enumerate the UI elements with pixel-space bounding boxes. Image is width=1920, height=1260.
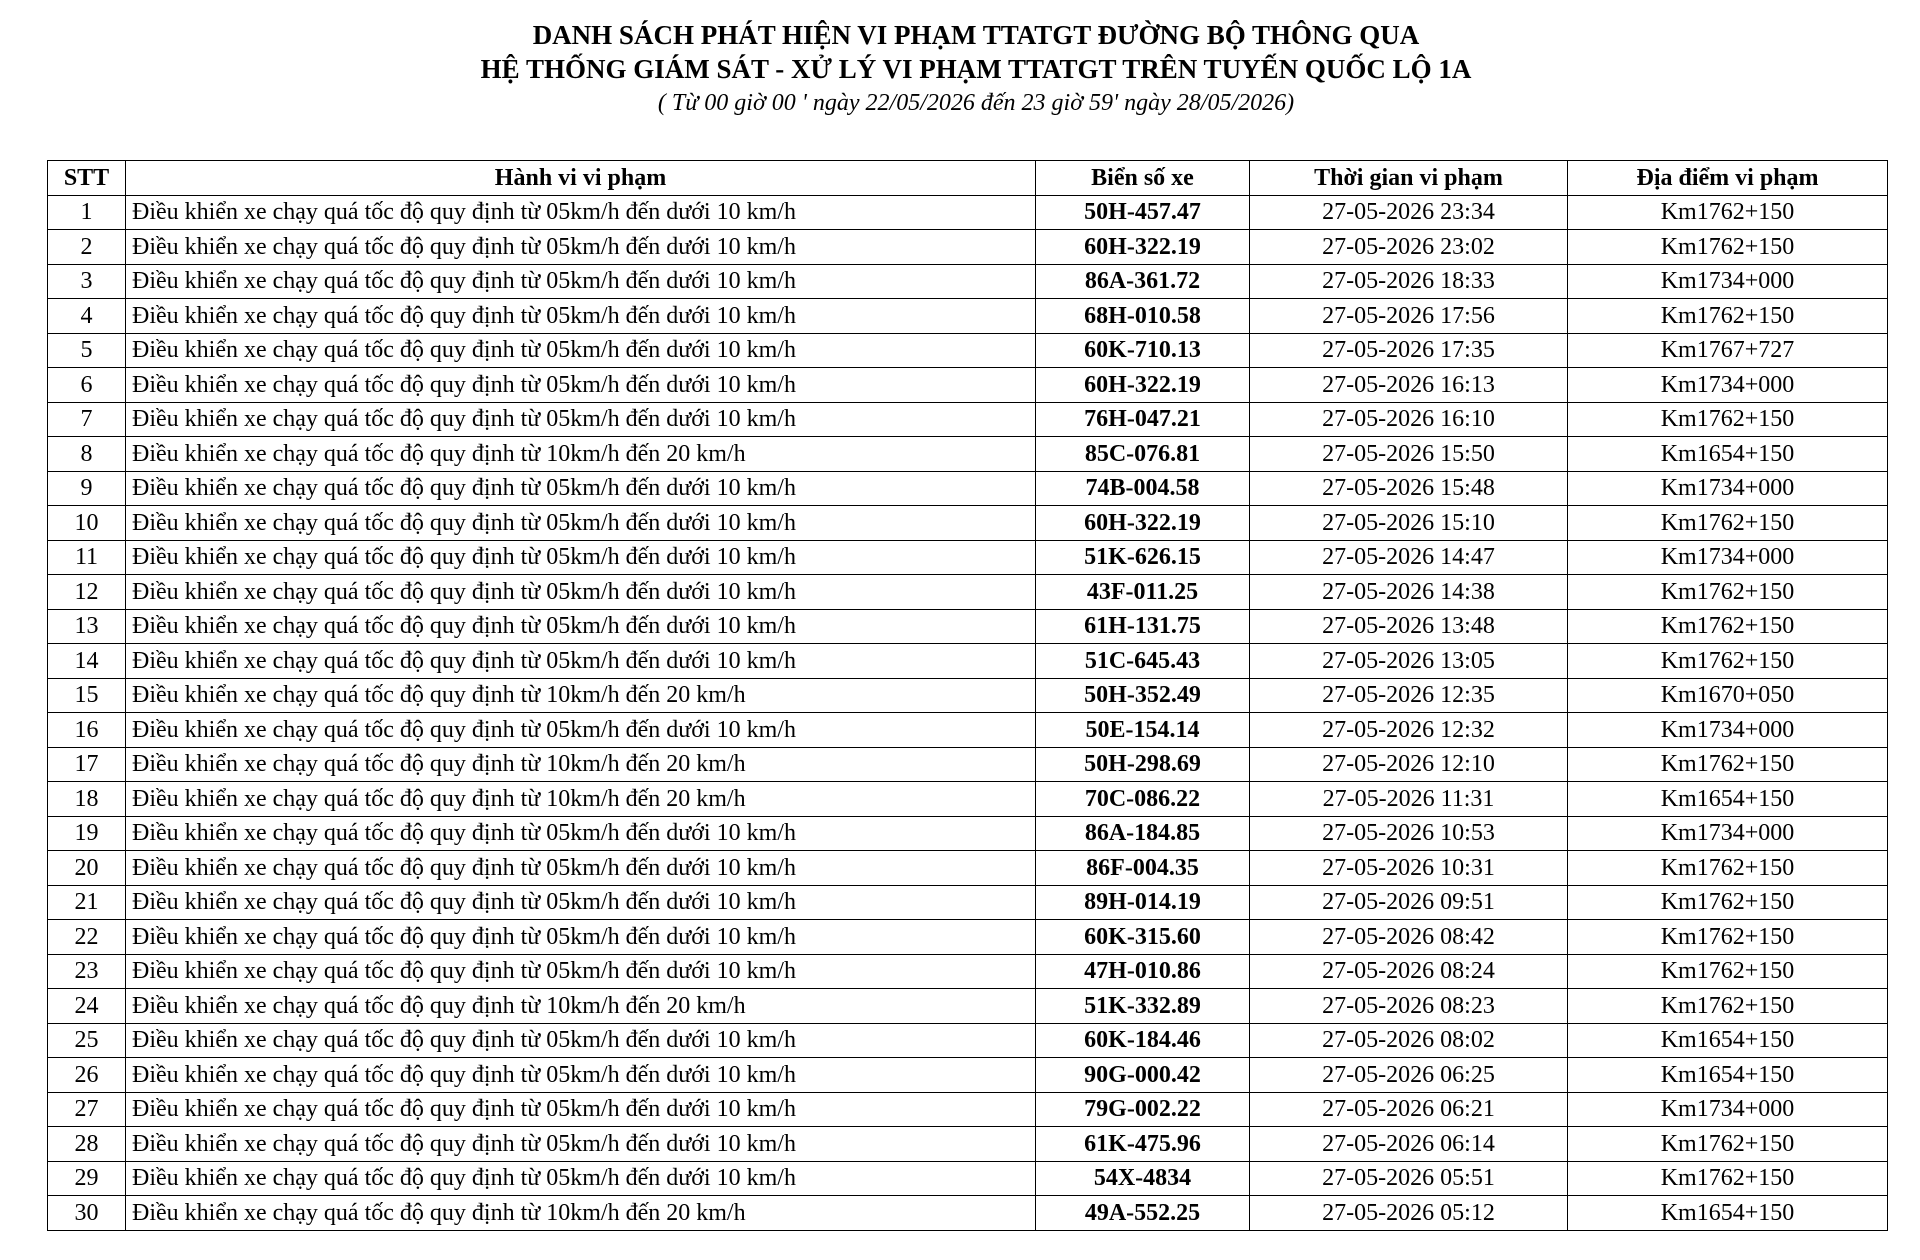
document-title-line1: DANH SÁCH PHÁT HIỆN VI PHẠM TTATGT ĐƯỜNG BỘ THÔNG QUA	[532, 20, 1420, 50]
cell-location: Km1734+000	[1568, 471, 1888, 506]
cell-time: 27-05-2026 16:10	[1250, 402, 1568, 437]
cell-time: 27-05-2026 12:32	[1250, 713, 1568, 748]
cell-violation: Điều khiển xe chạy quá tốc độ quy định từ 05km/h đến dưới 10 km/h	[126, 471, 1036, 506]
cell-plate: 61H-131.75	[1036, 609, 1250, 644]
table-row	[48, 747, 1888, 782]
cell-stt: 16	[48, 713, 126, 748]
cell-violation: Điều khiển xe chạy quá tốc độ quy định từ 05km/h đến dưới 10 km/h	[126, 1127, 1036, 1162]
cell-violation: Điều khiển xe chạy quá tốc độ quy định từ 05km/h đến dưới 10 km/h	[126, 851, 1036, 886]
cell-location: Km1734+000	[1568, 816, 1888, 851]
cell-stt: 9	[48, 471, 126, 506]
cell-stt: 25	[48, 1023, 126, 1058]
cell-location: Km1734+000	[1568, 368, 1888, 403]
cell-plate: 51K-332.89	[1036, 989, 1250, 1024]
table-row	[48, 471, 1888, 506]
cell-time: 27-05-2026 14:38	[1250, 575, 1568, 610]
cell-violation: Điều khiển xe chạy quá tốc độ quy định từ 05km/h đến dưới 10 km/h	[126, 713, 1036, 748]
cell-plate: 51C-645.43	[1036, 644, 1250, 679]
table-header-row	[48, 161, 1888, 196]
cell-time: 27-05-2026 18:33	[1250, 264, 1568, 299]
cell-plate: 61K-475.96	[1036, 1127, 1250, 1162]
cell-location: Km1734+000	[1568, 713, 1888, 748]
document-header	[0, 18, 1920, 118]
violations-table	[47, 160, 1888, 1231]
col-header-time: Thời gian vi phạm	[1250, 161, 1568, 196]
cell-location: Km1762+150	[1568, 885, 1888, 920]
cell-plate: 50H-298.69	[1036, 747, 1250, 782]
cell-time: 27-05-2026 17:35	[1250, 333, 1568, 368]
cell-violation: Điều khiển xe chạy quá tốc độ quy định từ 05km/h đến dưới 10 km/h	[126, 816, 1036, 851]
cell-violation: Điều khiển xe chạy quá tốc độ quy định từ 05km/h đến dưới 10 km/h	[126, 920, 1036, 955]
table-row	[48, 299, 1888, 334]
cell-time: 27-05-2026 12:10	[1250, 747, 1568, 782]
table-header	[48, 161, 1888, 196]
cell-violation: Điều khiển xe chạy quá tốc độ quy định từ 05km/h đến dưới 10 km/h	[126, 506, 1036, 541]
table-row	[48, 333, 1888, 368]
cell-time: 27-05-2026 08:02	[1250, 1023, 1568, 1058]
cell-violation: Điều khiển xe chạy quá tốc độ quy định từ 05km/h đến dưới 10 km/h	[126, 609, 1036, 644]
table-row	[48, 437, 1888, 472]
cell-violation: Điều khiển xe chạy quá tốc độ quy định từ 05km/h đến dưới 10 km/h	[126, 644, 1036, 679]
cell-plate: 54X-4834	[1036, 1161, 1250, 1196]
cell-location: Km1654+150	[1568, 782, 1888, 817]
cell-violation: Điều khiển xe chạy quá tốc độ quy định từ 10km/h đến 20 km/h	[126, 437, 1036, 472]
cell-plate: 70C-086.22	[1036, 782, 1250, 817]
cell-plate: 86A-361.72	[1036, 264, 1250, 299]
cell-location: Km1762+150	[1568, 195, 1888, 230]
table-row	[48, 989, 1888, 1024]
cell-location: Km1762+150	[1568, 920, 1888, 955]
cell-location: Km1762+150	[1568, 402, 1888, 437]
cell-time: 27-05-2026 23:02	[1250, 230, 1568, 265]
cell-plate: 60H-322.19	[1036, 506, 1250, 541]
cell-time: 27-05-2026 06:25	[1250, 1058, 1568, 1093]
table-row	[48, 368, 1888, 403]
cell-location: Km1734+000	[1568, 264, 1888, 299]
cell-stt: 1	[48, 195, 126, 230]
cell-stt: 26	[48, 1058, 126, 1093]
table-row	[48, 506, 1888, 541]
table-row	[48, 609, 1888, 644]
cell-time: 27-05-2026 05:12	[1250, 1196, 1568, 1231]
cell-location: Km1734+000	[1568, 540, 1888, 575]
cell-location: Km1762+150	[1568, 747, 1888, 782]
cell-violation: Điều khiển xe chạy quá tốc độ quy định từ 05km/h đến dưới 10 km/h	[126, 230, 1036, 265]
cell-location: Km1762+150	[1568, 299, 1888, 334]
cell-time: 27-05-2026 15:10	[1250, 506, 1568, 541]
cell-stt: 19	[48, 816, 126, 851]
cell-violation: Điều khiển xe chạy quá tốc độ quy định từ 05km/h đến dưới 10 km/h	[126, 333, 1036, 368]
cell-stt: 10	[48, 506, 126, 541]
cell-plate: 90G-000.42	[1036, 1058, 1250, 1093]
cell-violation: Điều khiển xe chạy quá tốc độ quy định từ 05km/h đến dưới 10 km/h	[126, 299, 1036, 334]
cell-time: 27-05-2026 15:48	[1250, 471, 1568, 506]
cell-stt: 12	[48, 575, 126, 610]
table-row	[48, 1092, 1888, 1127]
cell-plate: 85C-076.81	[1036, 437, 1250, 472]
cell-time: 27-05-2026 08:42	[1250, 920, 1568, 955]
table-row	[48, 954, 1888, 989]
table-row	[48, 1127, 1888, 1162]
cell-plate: 89H-014.19	[1036, 885, 1250, 920]
cell-plate: 68H-010.58	[1036, 299, 1250, 334]
cell-location: Km1654+150	[1568, 1023, 1888, 1058]
cell-location: Km1767+727	[1568, 333, 1888, 368]
cell-time: 27-05-2026 06:14	[1250, 1127, 1568, 1162]
cell-stt: 17	[48, 747, 126, 782]
table-row	[48, 782, 1888, 817]
table-row	[48, 885, 1888, 920]
cell-plate: 60H-322.19	[1036, 368, 1250, 403]
table-row	[48, 1161, 1888, 1196]
cell-violation: Điều khiển xe chạy quá tốc độ quy định từ 05km/h đến dưới 10 km/h	[126, 885, 1036, 920]
cell-location: Km1762+150	[1568, 1127, 1888, 1162]
cell-location: Km1762+150	[1568, 989, 1888, 1024]
table-row	[48, 1058, 1888, 1093]
col-header-violation: Hành vi vi phạm	[126, 161, 1036, 196]
cell-stt: 23	[48, 954, 126, 989]
cell-violation: Điều khiển xe chạy quá tốc độ quy định từ 10km/h đến 20 km/h	[126, 1196, 1036, 1231]
cell-plate: 86F-004.35	[1036, 851, 1250, 886]
cell-plate: 47H-010.86	[1036, 954, 1250, 989]
document-date-range: ( Từ 00 giờ 00 ' ngày 22/05/2026 đến 23 giờ 59' ngày 28/05/2026)	[657, 90, 1295, 116]
cell-plate: 79G-002.22	[1036, 1092, 1250, 1127]
cell-location: Km1654+150	[1568, 1196, 1888, 1231]
cell-location: Km1670+050	[1568, 678, 1888, 713]
table-row	[48, 644, 1888, 679]
table-row	[48, 1023, 1888, 1058]
cell-plate: 76H-047.21	[1036, 402, 1250, 437]
cell-violation: Điều khiển xe chạy quá tốc độ quy định từ 10km/h đến 20 km/h	[126, 747, 1036, 782]
cell-plate: 50E-154.14	[1036, 713, 1250, 748]
cell-time: 27-05-2026 09:51	[1250, 885, 1568, 920]
cell-stt: 5	[48, 333, 126, 368]
cell-location: Km1762+150	[1568, 644, 1888, 679]
cell-location: Km1654+150	[1568, 1058, 1888, 1093]
cell-stt: 24	[48, 989, 126, 1024]
cell-violation: Điều khiển xe chạy quá tốc độ quy định từ 05km/h đến dưới 10 km/h	[126, 1161, 1036, 1196]
cell-time: 27-05-2026 14:47	[1250, 540, 1568, 575]
col-header-location: Địa điểm vi phạm	[1568, 161, 1888, 196]
table-body	[48, 195, 1888, 1230]
cell-time: 27-05-2026 11:31	[1250, 782, 1568, 817]
cell-time: 27-05-2026 17:56	[1250, 299, 1568, 334]
cell-plate: 60H-322.19	[1036, 230, 1250, 265]
document-title-line2: HỆ THỐNG GIÁM SÁT - XỬ LÝ VI PHẠM TTATGT TRÊN TUYẾN QUỐC LỘ 1A	[480, 54, 1472, 84]
cell-stt: 6	[48, 368, 126, 403]
cell-time: 27-05-2026 16:13	[1250, 368, 1568, 403]
cell-time: 27-05-2026 08:24	[1250, 954, 1568, 989]
table-row	[48, 575, 1888, 610]
cell-plate: 74B-004.58	[1036, 471, 1250, 506]
cell-time: 27-05-2026 10:53	[1250, 816, 1568, 851]
cell-stt: 18	[48, 782, 126, 817]
col-header-stt: STT	[48, 161, 126, 196]
cell-stt: 21	[48, 885, 126, 920]
cell-violation: Điều khiển xe chạy quá tốc độ quy định từ 05km/h đến dưới 10 km/h	[126, 195, 1036, 230]
cell-time: 27-05-2026 13:05	[1250, 644, 1568, 679]
table-row	[48, 713, 1888, 748]
cell-stt: 3	[48, 264, 126, 299]
cell-violation: Điều khiển xe chạy quá tốc độ quy định từ 10km/h đến 20 km/h	[126, 678, 1036, 713]
cell-violation: Điều khiển xe chạy quá tốc độ quy định từ 10km/h đến 20 km/h	[126, 782, 1036, 817]
table-row	[48, 920, 1888, 955]
cell-location: Km1762+150	[1568, 506, 1888, 541]
cell-violation: Điều khiển xe chạy quá tốc độ quy định từ 05km/h đến dưới 10 km/h	[126, 1058, 1036, 1093]
cell-stt: 22	[48, 920, 126, 955]
cell-stt: 4	[48, 299, 126, 334]
cell-stt: 8	[48, 437, 126, 472]
cell-plate: 51K-626.15	[1036, 540, 1250, 575]
cell-violation: Điều khiển xe chạy quá tốc độ quy định từ 05km/h đến dưới 10 km/h	[126, 1023, 1036, 1058]
cell-stt: 7	[48, 402, 126, 437]
cell-violation: Điều khiển xe chạy quá tốc độ quy định từ 05km/h đến dưới 10 km/h	[126, 368, 1036, 403]
cell-time: 27-05-2026 10:31	[1250, 851, 1568, 886]
cell-time: 27-05-2026 15:50	[1250, 437, 1568, 472]
cell-violation: Điều khiển xe chạy quá tốc độ quy định từ 05km/h đến dưới 10 km/h	[126, 1092, 1036, 1127]
table-row	[48, 851, 1888, 886]
cell-location: Km1762+150	[1568, 954, 1888, 989]
cell-violation: Điều khiển xe chạy quá tốc độ quy định từ 05km/h đến dưới 10 km/h	[126, 954, 1036, 989]
cell-time: 27-05-2026 08:23	[1250, 989, 1568, 1024]
cell-stt: 14	[48, 644, 126, 679]
cell-plate: 86A-184.85	[1036, 816, 1250, 851]
cell-stt: 28	[48, 1127, 126, 1162]
cell-stt: 30	[48, 1196, 126, 1231]
cell-stt: 27	[48, 1092, 126, 1127]
cell-plate: 49A-552.25	[1036, 1196, 1250, 1231]
cell-plate: 50H-352.49	[1036, 678, 1250, 713]
table-row	[48, 540, 1888, 575]
cell-plate: 60K-315.60	[1036, 920, 1250, 955]
cell-location: Km1762+150	[1568, 230, 1888, 265]
table-row	[48, 195, 1888, 230]
table-row	[48, 264, 1888, 299]
cell-plate: 60K-710.13	[1036, 333, 1250, 368]
cell-violation: Điều khiển xe chạy quá tốc độ quy định từ 05km/h đến dưới 10 km/h	[126, 540, 1036, 575]
cell-stt: 15	[48, 678, 126, 713]
cell-location: Km1762+150	[1568, 1161, 1888, 1196]
table-row	[48, 230, 1888, 265]
cell-plate: 50H-457.47	[1036, 195, 1250, 230]
cell-violation: Điều khiển xe chạy quá tốc độ quy định từ 05km/h đến dưới 10 km/h	[126, 264, 1036, 299]
table-row	[48, 402, 1888, 437]
cell-stt: 29	[48, 1161, 126, 1196]
cell-violation: Điều khiển xe chạy quá tốc độ quy định từ 05km/h đến dưới 10 km/h	[126, 575, 1036, 610]
cell-stt: 11	[48, 540, 126, 575]
cell-time: 27-05-2026 05:51	[1250, 1161, 1568, 1196]
cell-stt: 2	[48, 230, 126, 265]
cell-stt: 20	[48, 851, 126, 886]
cell-time: 27-05-2026 13:48	[1250, 609, 1568, 644]
table-row	[48, 678, 1888, 713]
cell-location: Km1734+000	[1568, 1092, 1888, 1127]
table-row	[48, 816, 1888, 851]
table-row	[48, 1196, 1888, 1231]
cell-plate: 43F-011.25	[1036, 575, 1250, 610]
cell-time: 27-05-2026 06:21	[1250, 1092, 1568, 1127]
cell-location: Km1654+150	[1568, 437, 1888, 472]
cell-violation: Điều khiển xe chạy quá tốc độ quy định từ 05km/h đến dưới 10 km/h	[126, 402, 1036, 437]
col-header-plate: Biển số xe	[1036, 161, 1250, 196]
cell-location: Km1762+150	[1568, 575, 1888, 610]
cell-violation: Điều khiển xe chạy quá tốc độ quy định từ 10km/h đến 20 km/h	[126, 989, 1036, 1024]
cell-plate: 60K-184.46	[1036, 1023, 1250, 1058]
cell-time: 27-05-2026 12:35	[1250, 678, 1568, 713]
cell-time: 27-05-2026 23:34	[1250, 195, 1568, 230]
cell-location: Km1762+150	[1568, 851, 1888, 886]
cell-stt: 13	[48, 609, 126, 644]
cell-location: Km1762+150	[1568, 609, 1888, 644]
